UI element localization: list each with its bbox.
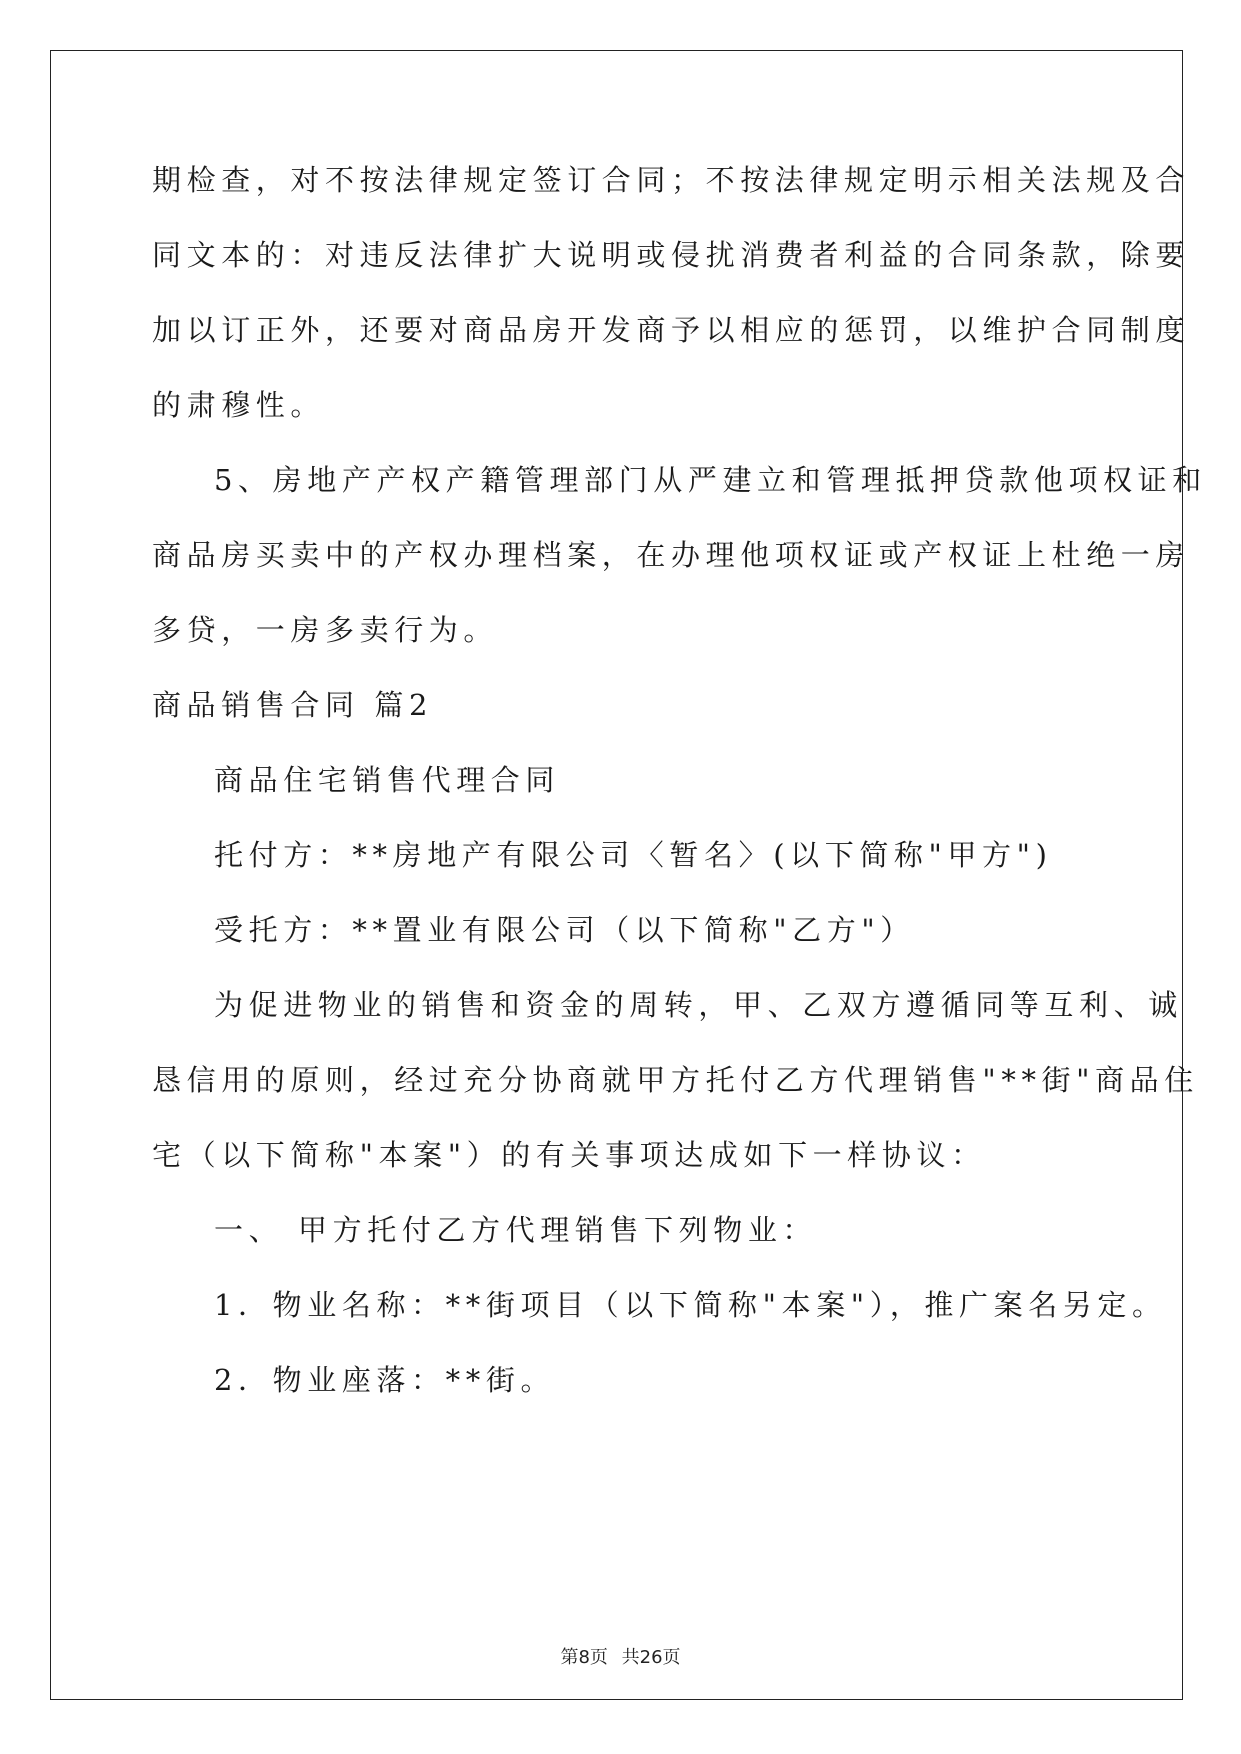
paragraph-line: 宅（以下简称"本案"）的有关事项达成如下一样协议： <box>152 1138 986 1172</box>
contract-title: 商品住宅销售代理合同 <box>214 763 561 797</box>
paragraph-line: 恳信用的原则，经过充分协商就甲方托付乙方代理销售"**街"商品住 <box>152 1063 1199 1097</box>
paragraph-line: 同文本的：对违反法律扩大说明或侵扰消费者利益的合同条款，除要 <box>152 238 1191 272</box>
section-heading: 商品销售合同 篇2 <box>152 688 434 722</box>
paragraph-line: 受托方：**置业有限公司（以下简称"乙方"） <box>214 913 915 947</box>
paragraph-line: 多贷，一房多卖行为。 <box>152 613 499 647</box>
paragraph-line: 一、 甲方托付乙方代理销售下列物业： <box>214 1213 818 1247</box>
paragraph-line: 的肃穆性。 <box>152 388 326 422</box>
page-footer: 第8页 共26页 <box>560 1647 681 1668</box>
paragraph-line: 2．物业座落：**街。 <box>214 1363 556 1397</box>
paragraph-line: 商品房买卖中的产权办理档案，在办理他项权证或产权证上杜绝一房 <box>152 538 1191 572</box>
paragraph-line: 为促进物业的销售和资金的周转，甲、乙双方遵循同等互利、诚 <box>214 988 1183 1022</box>
page-border <box>50 50 1183 1700</box>
paragraph-line: 1．物业名称：**街项目（以下简称"本案"），推广案名另定。 <box>214 1288 1167 1322</box>
paragraph-line: 加以订正外，还要对商品房开发商予以相应的惩罚，以维护合同制度 <box>152 313 1191 347</box>
paragraph-line: 期检查，对不按法律规定签订合同；不按法律规定明示相关法规及合 <box>152 163 1191 197</box>
paragraph-line: 托付方：**房地产有限公司〈暂名〉(以下简称"甲方") <box>214 838 1053 872</box>
paragraph-line: 5、房地产产权产籍管理部门从严建立和管理抵押贷款他项权证和 <box>214 463 1207 497</box>
